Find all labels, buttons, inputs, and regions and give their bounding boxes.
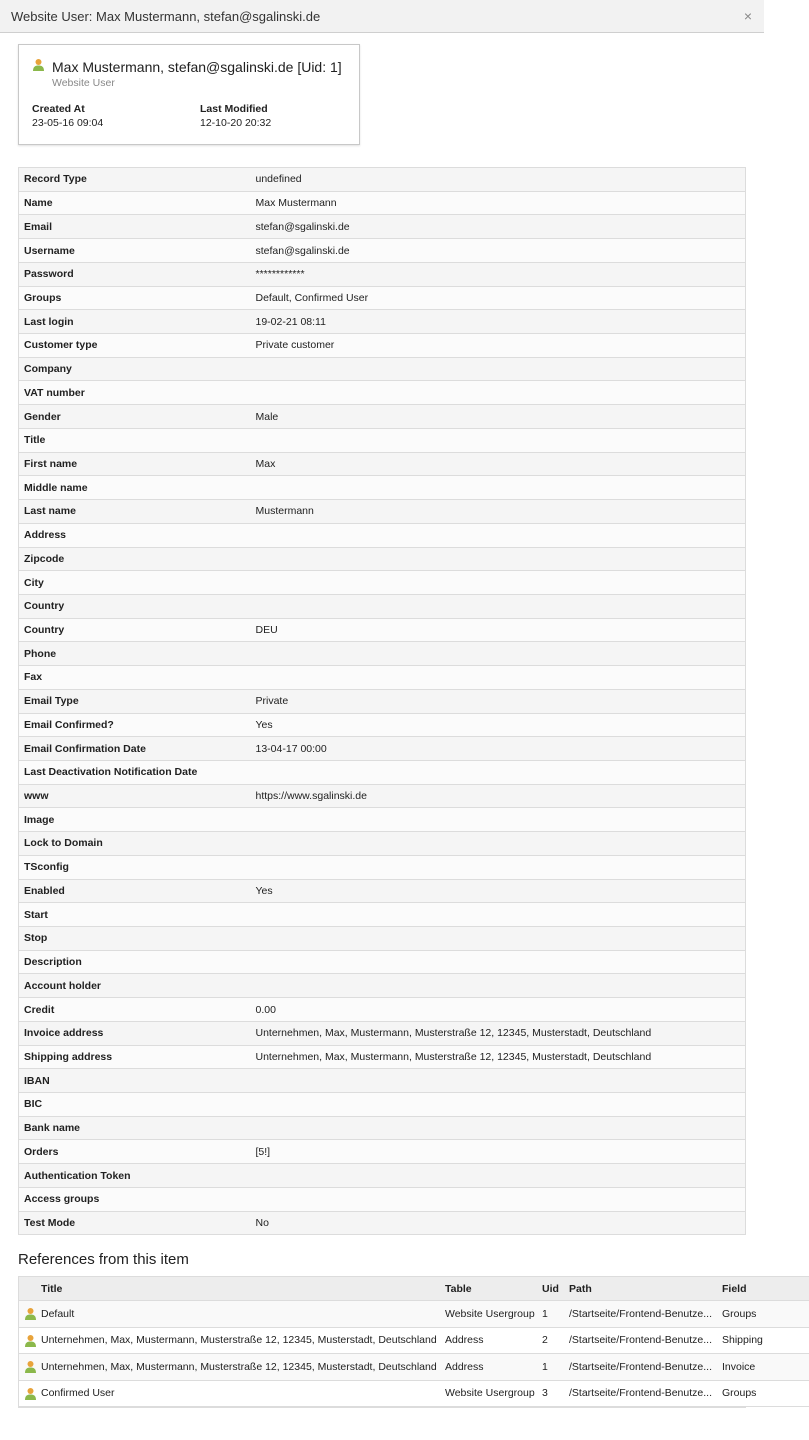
property-label: Phone — [19, 642, 251, 666]
property-row — [19, 1021, 746, 1045]
property-label: Address — [19, 523, 251, 547]
property-label: Gender — [19, 405, 251, 429]
property-row — [19, 713, 746, 737]
property-label: Middle name — [19, 476, 251, 500]
property-label: Username — [19, 239, 251, 263]
property-row — [19, 334, 746, 358]
property-row — [19, 571, 746, 595]
property-label: Orders — [19, 1140, 251, 1164]
properties-table — [18, 167, 746, 1235]
property-label: IBAN — [19, 1069, 251, 1093]
property-row — [19, 452, 746, 476]
property-label: Lock to Domain — [19, 832, 251, 856]
property-value: Default, Confirmed User — [251, 286, 746, 310]
property-label: Stop — [19, 927, 251, 951]
property-row — [19, 808, 746, 832]
reference-field: Groups — [718, 1380, 809, 1407]
reference-field: Shipping — [718, 1327, 809, 1354]
property-row — [19, 405, 746, 429]
references-heading: References from this item — [18, 1251, 189, 1268]
property-label: Authentication Token — [19, 1164, 251, 1188]
property-label: First name — [19, 452, 251, 476]
record-header-card — [18, 44, 360, 145]
property-label: Start — [19, 903, 251, 927]
property-value — [251, 808, 746, 832]
property-row — [19, 191, 746, 215]
property-label: Image — [19, 808, 251, 832]
property-row — [19, 618, 746, 642]
property-row — [19, 1116, 746, 1140]
property-row — [19, 927, 746, 951]
property-value: Max Mustermann — [251, 191, 746, 215]
property-row — [19, 1140, 746, 1164]
reference-uid: 1 — [538, 1301, 565, 1328]
address-icon — [19, 1354, 37, 1381]
property-value — [251, 1187, 746, 1211]
property-value: Mustermann — [251, 500, 746, 524]
property-value — [251, 381, 746, 405]
property-label: Shipping address — [19, 1045, 251, 1069]
reference-row[interactable] — [19, 1354, 809, 1381]
reference-title[interactable]: Unternehmen, Max, Mustermann, Musterstraße 12, 12345, Musterstadt, Deutschland — [37, 1354, 441, 1381]
property-value: Unternehmen, Max, Mustermann, Musterstraße 12, 12345, Musterstadt, Deutschland — [251, 1045, 746, 1069]
usergroup-icon — [19, 1301, 37, 1328]
property-label: Email Confirmation Date — [19, 737, 251, 761]
reference-row[interactable] — [19, 1327, 809, 1354]
property-value — [251, 1164, 746, 1188]
property-row — [19, 286, 746, 310]
property-value — [251, 1093, 746, 1117]
property-row — [19, 239, 746, 263]
last-modified-value: 12-10-20 20:32 — [200, 117, 272, 129]
property-label: Fax — [19, 666, 251, 690]
property-row — [19, 547, 746, 571]
property-value — [251, 594, 746, 618]
created-at-value: 23-05-16 09:04 — [32, 117, 104, 129]
property-row — [19, 784, 746, 808]
property-label: Account holder — [19, 974, 251, 998]
property-label: Country — [19, 618, 251, 642]
reference-title[interactable]: Unternehmen, Max, Mustermann, Musterstraße 12, 12345, Musterstadt, Deutschland — [37, 1327, 441, 1354]
usergroup-icon — [19, 1380, 37, 1407]
property-label: Last name — [19, 500, 251, 524]
property-label: Email Confirmed? — [19, 713, 251, 737]
property-row — [19, 1164, 746, 1188]
property-label: BIC — [19, 1093, 251, 1117]
property-label: www — [19, 784, 251, 808]
reference-path: /Startseite/Frontend-Benutze... — [565, 1301, 718, 1328]
property-row — [19, 594, 746, 618]
user-icon — [32, 58, 45, 71]
property-value: stefan@sgalinski.de — [251, 239, 746, 263]
reference-table: Website Usergroup — [441, 1380, 538, 1407]
icon-column-header — [19, 1277, 37, 1301]
reference-row[interactable] — [19, 1301, 809, 1328]
reference-field: Groups — [718, 1301, 809, 1328]
property-value: 13-04-17 00:00 — [251, 737, 746, 761]
property-label: Credit — [19, 998, 251, 1022]
property-row — [19, 215, 746, 239]
property-row — [19, 1187, 746, 1211]
property-value: Private — [251, 689, 746, 713]
column-header-path: Path — [565, 1277, 718, 1301]
property-row — [19, 666, 746, 690]
title-bar — [0, 0, 764, 33]
record-title: Max Mustermann, stefan@sgalinski.de [Uid: 1] — [52, 59, 342, 75]
property-value — [251, 357, 746, 381]
property-label: Enabled — [19, 879, 251, 903]
reference-uid: 3 — [538, 1380, 565, 1407]
column-header-table: Table — [441, 1277, 538, 1301]
property-value: Private customer — [251, 334, 746, 358]
last-modified-label: Last Modified — [200, 103, 268, 115]
property-value — [251, 523, 746, 547]
property-row — [19, 310, 746, 334]
reference-row[interactable] — [19, 1380, 809, 1407]
property-row — [19, 1045, 746, 1069]
property-value: ************ — [251, 262, 746, 286]
property-label: Bank name — [19, 1116, 251, 1140]
property-value: DEU — [251, 618, 746, 642]
property-value: Max — [251, 452, 746, 476]
property-row — [19, 879, 746, 903]
reference-table: Address — [441, 1327, 538, 1354]
property-row — [19, 974, 746, 998]
property-label: Groups — [19, 286, 251, 310]
references-table-container[interactable] — [18, 1276, 763, 1408]
property-label: Email Type — [19, 689, 251, 713]
reference-path: /Startseite/Frontend-Benutze... — [565, 1327, 718, 1354]
property-value: Male — [251, 405, 746, 429]
property-value — [251, 927, 746, 951]
property-label: Test Mode — [19, 1211, 251, 1235]
property-label: Password — [19, 262, 251, 286]
property-value — [251, 832, 746, 856]
property-value: stefan@sgalinski.de — [251, 215, 746, 239]
property-row — [19, 737, 746, 761]
column-header-uid: Uid — [538, 1277, 565, 1301]
property-row — [19, 950, 746, 974]
property-label: Customer type — [19, 334, 251, 358]
property-row — [19, 523, 746, 547]
reference-path: /Startseite/Frontend-Benutze... — [565, 1380, 718, 1407]
property-row — [19, 1211, 746, 1235]
reference-path: /Startseite/Frontend-Benutze... — [565, 1354, 718, 1381]
property-row — [19, 428, 746, 452]
property-label: Invoice address — [19, 1021, 251, 1045]
column-header-field: Field — [718, 1277, 809, 1301]
property-row — [19, 998, 746, 1022]
property-label: Country — [19, 594, 251, 618]
window-title: Website User: Max Mustermann, stefan@sgalinski.de — [11, 9, 321, 24]
property-value — [251, 855, 746, 879]
property-label: Zipcode — [19, 547, 251, 571]
close-icon[interactable]: × — [743, 8, 752, 24]
property-value — [251, 571, 746, 595]
property-row — [19, 642, 746, 666]
property-label: Access groups — [19, 1187, 251, 1211]
property-value — [251, 642, 746, 666]
property-value: Yes — [251, 713, 746, 737]
column-header-title: Title — [37, 1277, 441, 1301]
property-row — [19, 855, 746, 879]
property-value: Unternehmen, Max, Mustermann, Musterstraße 12, 12345, Musterstadt, Deutschland — [251, 1021, 746, 1045]
reference-field: Invoice — [718, 1354, 809, 1381]
property-value — [251, 547, 746, 571]
property-label: Name — [19, 191, 251, 215]
references-header-row — [19, 1277, 809, 1301]
property-label: City — [19, 571, 251, 595]
property-row — [19, 381, 746, 405]
property-value: Yes — [251, 879, 746, 903]
property-row — [19, 903, 746, 927]
reference-title[interactable]: Confirmed User — [37, 1380, 441, 1407]
property-row — [19, 168, 746, 192]
reference-uid: 1 — [538, 1354, 565, 1381]
property-row — [19, 832, 746, 856]
property-value: 19-02-21 08:11 — [251, 310, 746, 334]
property-value: undefined — [251, 168, 746, 192]
property-label: Last login — [19, 310, 251, 334]
property-row — [19, 262, 746, 286]
property-label: Email — [19, 215, 251, 239]
property-label: Company — [19, 357, 251, 381]
property-label: Title — [19, 428, 251, 452]
property-value: [5!] — [251, 1140, 746, 1164]
property-value — [251, 903, 746, 927]
property-row — [19, 760, 746, 784]
property-row — [19, 689, 746, 713]
references-table — [19, 1276, 809, 1407]
record-type-subtitle: Website User — [52, 77, 115, 89]
property-value — [251, 950, 746, 974]
property-label: Record Type — [19, 168, 251, 192]
reference-uid: 2 — [538, 1327, 565, 1354]
property-label: Description — [19, 950, 251, 974]
property-label: VAT number — [19, 381, 251, 405]
property-value — [251, 974, 746, 998]
property-value — [251, 1069, 746, 1093]
property-label: Last Deactivation Notification Date — [19, 760, 251, 784]
property-value: 0.00 — [251, 998, 746, 1022]
property-row — [19, 500, 746, 524]
property-value — [251, 760, 746, 784]
reference-table: Address — [441, 1354, 538, 1381]
property-row — [19, 357, 746, 381]
property-value — [251, 1116, 746, 1140]
property-row — [19, 1093, 746, 1117]
property-label: TSconfig — [19, 855, 251, 879]
property-value — [251, 428, 746, 452]
property-value: No — [251, 1211, 746, 1235]
address-icon — [19, 1327, 37, 1354]
property-row — [19, 476, 746, 500]
property-value — [251, 476, 746, 500]
property-row — [19, 1069, 746, 1093]
created-at-label: Created At — [32, 103, 85, 115]
property-value: https://www.sgalinski.de — [251, 784, 746, 808]
property-value — [251, 666, 746, 690]
reference-table: Website Usergroup — [441, 1301, 538, 1328]
reference-title[interactable]: Default — [37, 1301, 441, 1328]
